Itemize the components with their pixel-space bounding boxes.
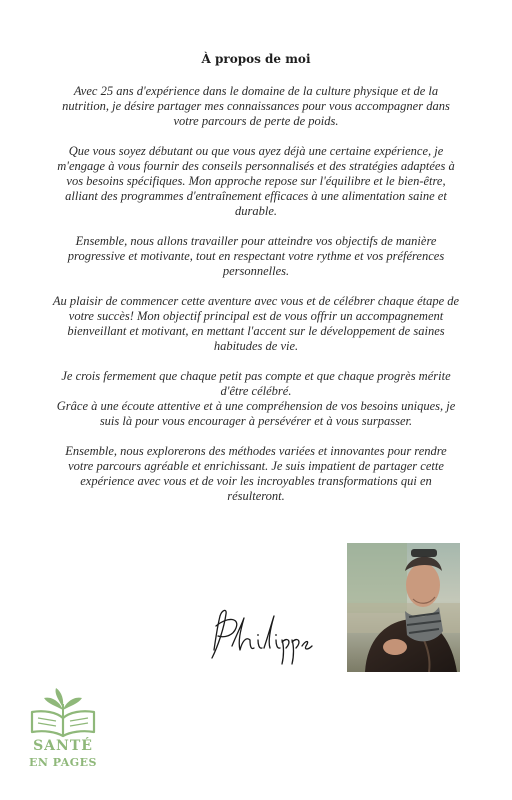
- logo-line-2: EN PAGES: [29, 756, 97, 769]
- paragraph-explore: Ensemble, nous explorerons des méthodes variées et innovantes pour rendre votre parcours agréable et enrichissant. Je suis impatient de partager cette expérience avec vous et de voir les incroyables transformations qui en résulteront.: [65, 444, 447, 503]
- brand-logo: [26, 686, 100, 782]
- paragraph-listening: Grâce à une écoute attentive et à une compréhension de vos besoins uniques, je suis là pour vous encourager à persévérer et à vous surpasser.: [56, 399, 456, 428]
- paragraph-approach: Que vous soyez débutant ou que vous ayez déjà une certaine expérience, je m'engage à vous fournir des conseils personnalisés et des stratégies adaptées à vos besoins spécifiques. Mon approche repose sur l'équilibre et le bien-être, alliant des programmes d'entraînement efficaces à une alimentation saine et durable.: [57, 144, 455, 218]
- about-text: [52, 84, 460, 519]
- paragraph-together: Ensemble, nous allons travailler pour atteindre vos objectifs de manière progressive et motivante, tout en respectant votre rythme et vos préférences personnelles.: [67, 234, 445, 278]
- paragraph-progress: Je crois fermement que chaque petit pas compte et que chaque progrès mérite d'être célébré.: [61, 369, 451, 398]
- logo-line-1: SANTÉ: [33, 738, 93, 754]
- page-title: À propos de moi: [201, 52, 311, 66]
- portrait-photo: [347, 543, 460, 672]
- signature: [206, 606, 316, 666]
- book-sprout-icon: [26, 686, 100, 738]
- paragraph-adventure: Au plaisir de commencer cette aventure avec vous et de célébrer chaque étape de votre succès! Mon objectif principal est de vous offrir un accompagnement bienveillant et motivant, en mettant l'accent sur le développement de saines habitudes de vie.: [52, 294, 460, 353]
- paragraph-experience: Avec 25 ans d'expérience dans le domaine de la culture physique et de la nutrition, je désire partager mes connaissances pour vous accompagner dans votre parcours de perte de poids.: [62, 84, 450, 128]
